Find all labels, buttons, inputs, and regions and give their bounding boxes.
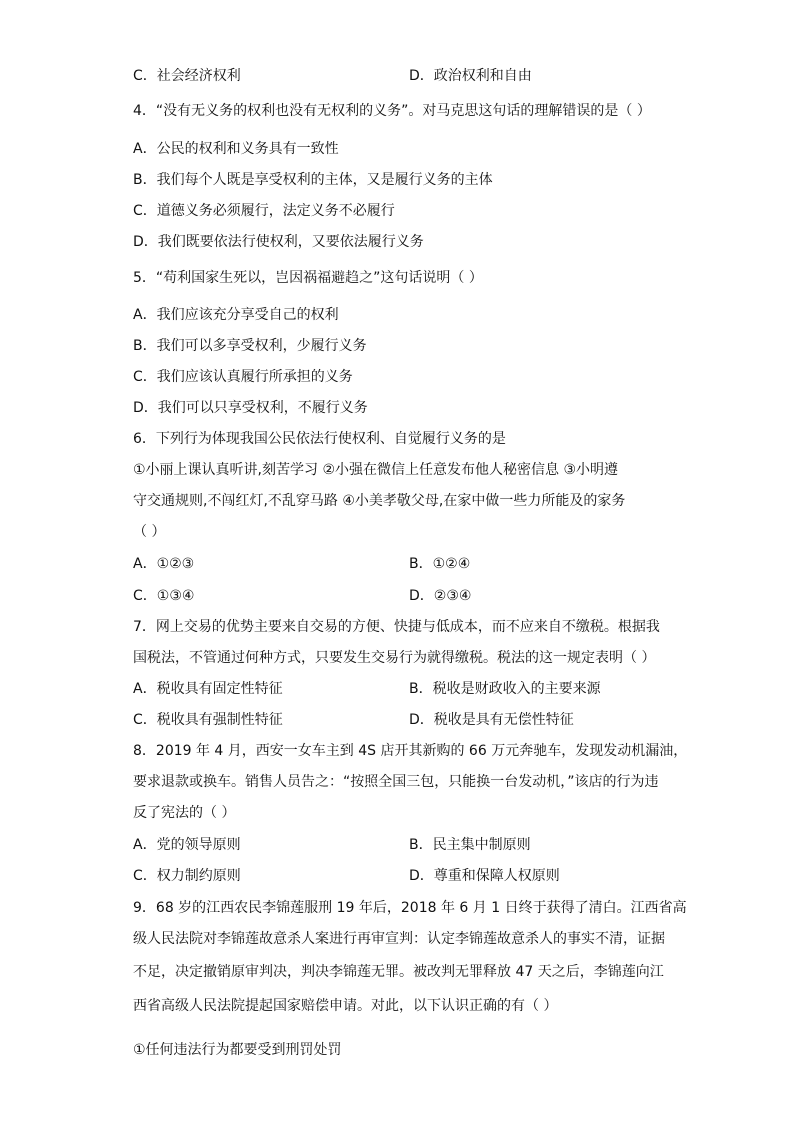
q6-stem: 6．下列行为体现我国公民依法行使权利、自觉履行义务的是 [133,431,506,447]
q6-option-c: C．①③④ [133,588,195,604]
q8-stem-line-3: 反了宪法的（ ） [133,805,236,821]
q8-options-row-2 [0,866,794,886]
q8-stem-line-2: 要求退款或换车。销售人员告之：“按照全国三包，只能换一台发动机，”该店的行为违 [133,774,659,790]
q7-option-b: B．税收是财政收入的主要来源 [409,681,601,697]
q4-option-a: A．公民的权利和义务具有一致性 [133,141,339,157]
q7-option-d: D．税收是具有无偿性特征 [409,712,574,728]
q7-options-row-2 [0,710,794,730]
q9-stem-line-1: 9．68 岁的江西农民李锦莲服刑 19 年后，2018 年 6 月 1 日终于获得了清白。江西省高 [133,900,687,916]
q6-answer-paren: （ ） [133,524,166,540]
q6-option-a: A．①②③ [133,556,195,572]
q6-statement-line-2: 守交通规则,不闯红灯,不乱穿马路 ④小美孝敬父母,在家中做一些力所能及的家务 [133,493,626,509]
q4-option-d: D．我们既要依法行使权利，又要依法履行义务 [133,234,424,250]
q8-option-c: C．权力制约原则 [133,868,241,884]
q3-option-d: D．政治权利和自由 [409,68,532,84]
q4-option-b: B．我们每个人既是享受权利的主体，又是履行义务的主体 [133,172,493,188]
q6-options-row-1 [0,554,794,574]
q8-option-d: D．尊重和保障人权原则 [409,868,560,884]
q9-stem-line-3: 不足，决定撤销原审判决，判决李锦莲无罪。被改判无罪释放 47 天之后，李锦莲向江 [133,964,664,980]
q8-options-row-1 [0,835,794,855]
q7-stem-line-1: 7．网上交易的优势主要来自交易的方便、快捷与低成本，而不应来自不缴税。根据我 [133,619,660,635]
q8-stem-line-1: 8．2019 年 4 月，西安一女车主到 4S 店开其新购的 66 万元奔驰车，发现发动机漏油， [133,743,688,759]
q4-stem: 4．“没有无义务的权利也没有无权利的义务”。对马克思这句话的理解错误的是（ ） [133,103,651,119]
q8-option-b: B．民主集中制原则 [409,837,531,853]
q9-statement-1: ①任何违法行为都要受到刑罚处罚 [133,1042,342,1058]
q7-option-a: A．税收具有固定性特征 [133,681,283,697]
q7-options-row-1 [0,679,794,699]
q5-option-c: C．我们应该认真履行所承担的义务 [133,369,353,385]
q8-option-a: A．党的领导原则 [133,837,241,853]
q7-option-c: C．税收具有强制性特征 [133,712,283,728]
q5-stem: 5．“苟利国家生死以，岂因祸福避趋之”这句话说明（ ） [133,270,483,286]
q5-option-b: B．我们可以多享受权利，少履行义务 [133,338,367,354]
q5-option-a: A．我们应该充分享受自己的权利 [133,307,339,323]
q9-stem-line-2: 级人民法院对李锦莲故意杀人案进行再审宣判：认定李锦莲故意杀人的事实不清，证据 [133,931,665,947]
q9-stem-line-4: 西省高级人民法院提起国家赔偿申请。对此，以下认识正确的有（ ） [133,998,558,1014]
q6-option-b: B．①②④ [409,556,471,572]
q5-option-d: D．我们可以只享受权利，不履行义务 [133,400,368,416]
q6-option-d: D．②③④ [409,588,472,604]
q4-option-c: C．道德义务必须履行，法定义务不必履行 [133,203,395,219]
q6-statement-line-1: ①小丽上课认真听讲,刻苦学习 ②小强在微信上任意发布他人秘密信息 ③小明遵 [133,462,619,478]
q7-stem-line-2: 国税法，不管通过何种方式，只要发生交易行为就得缴税。税法的这一规定表明（ ） [133,650,656,666]
q3-options-row [0,66,794,86]
q3-option-c: C．社会经济权利 [133,68,241,84]
q6-options-row-2 [0,586,794,606]
